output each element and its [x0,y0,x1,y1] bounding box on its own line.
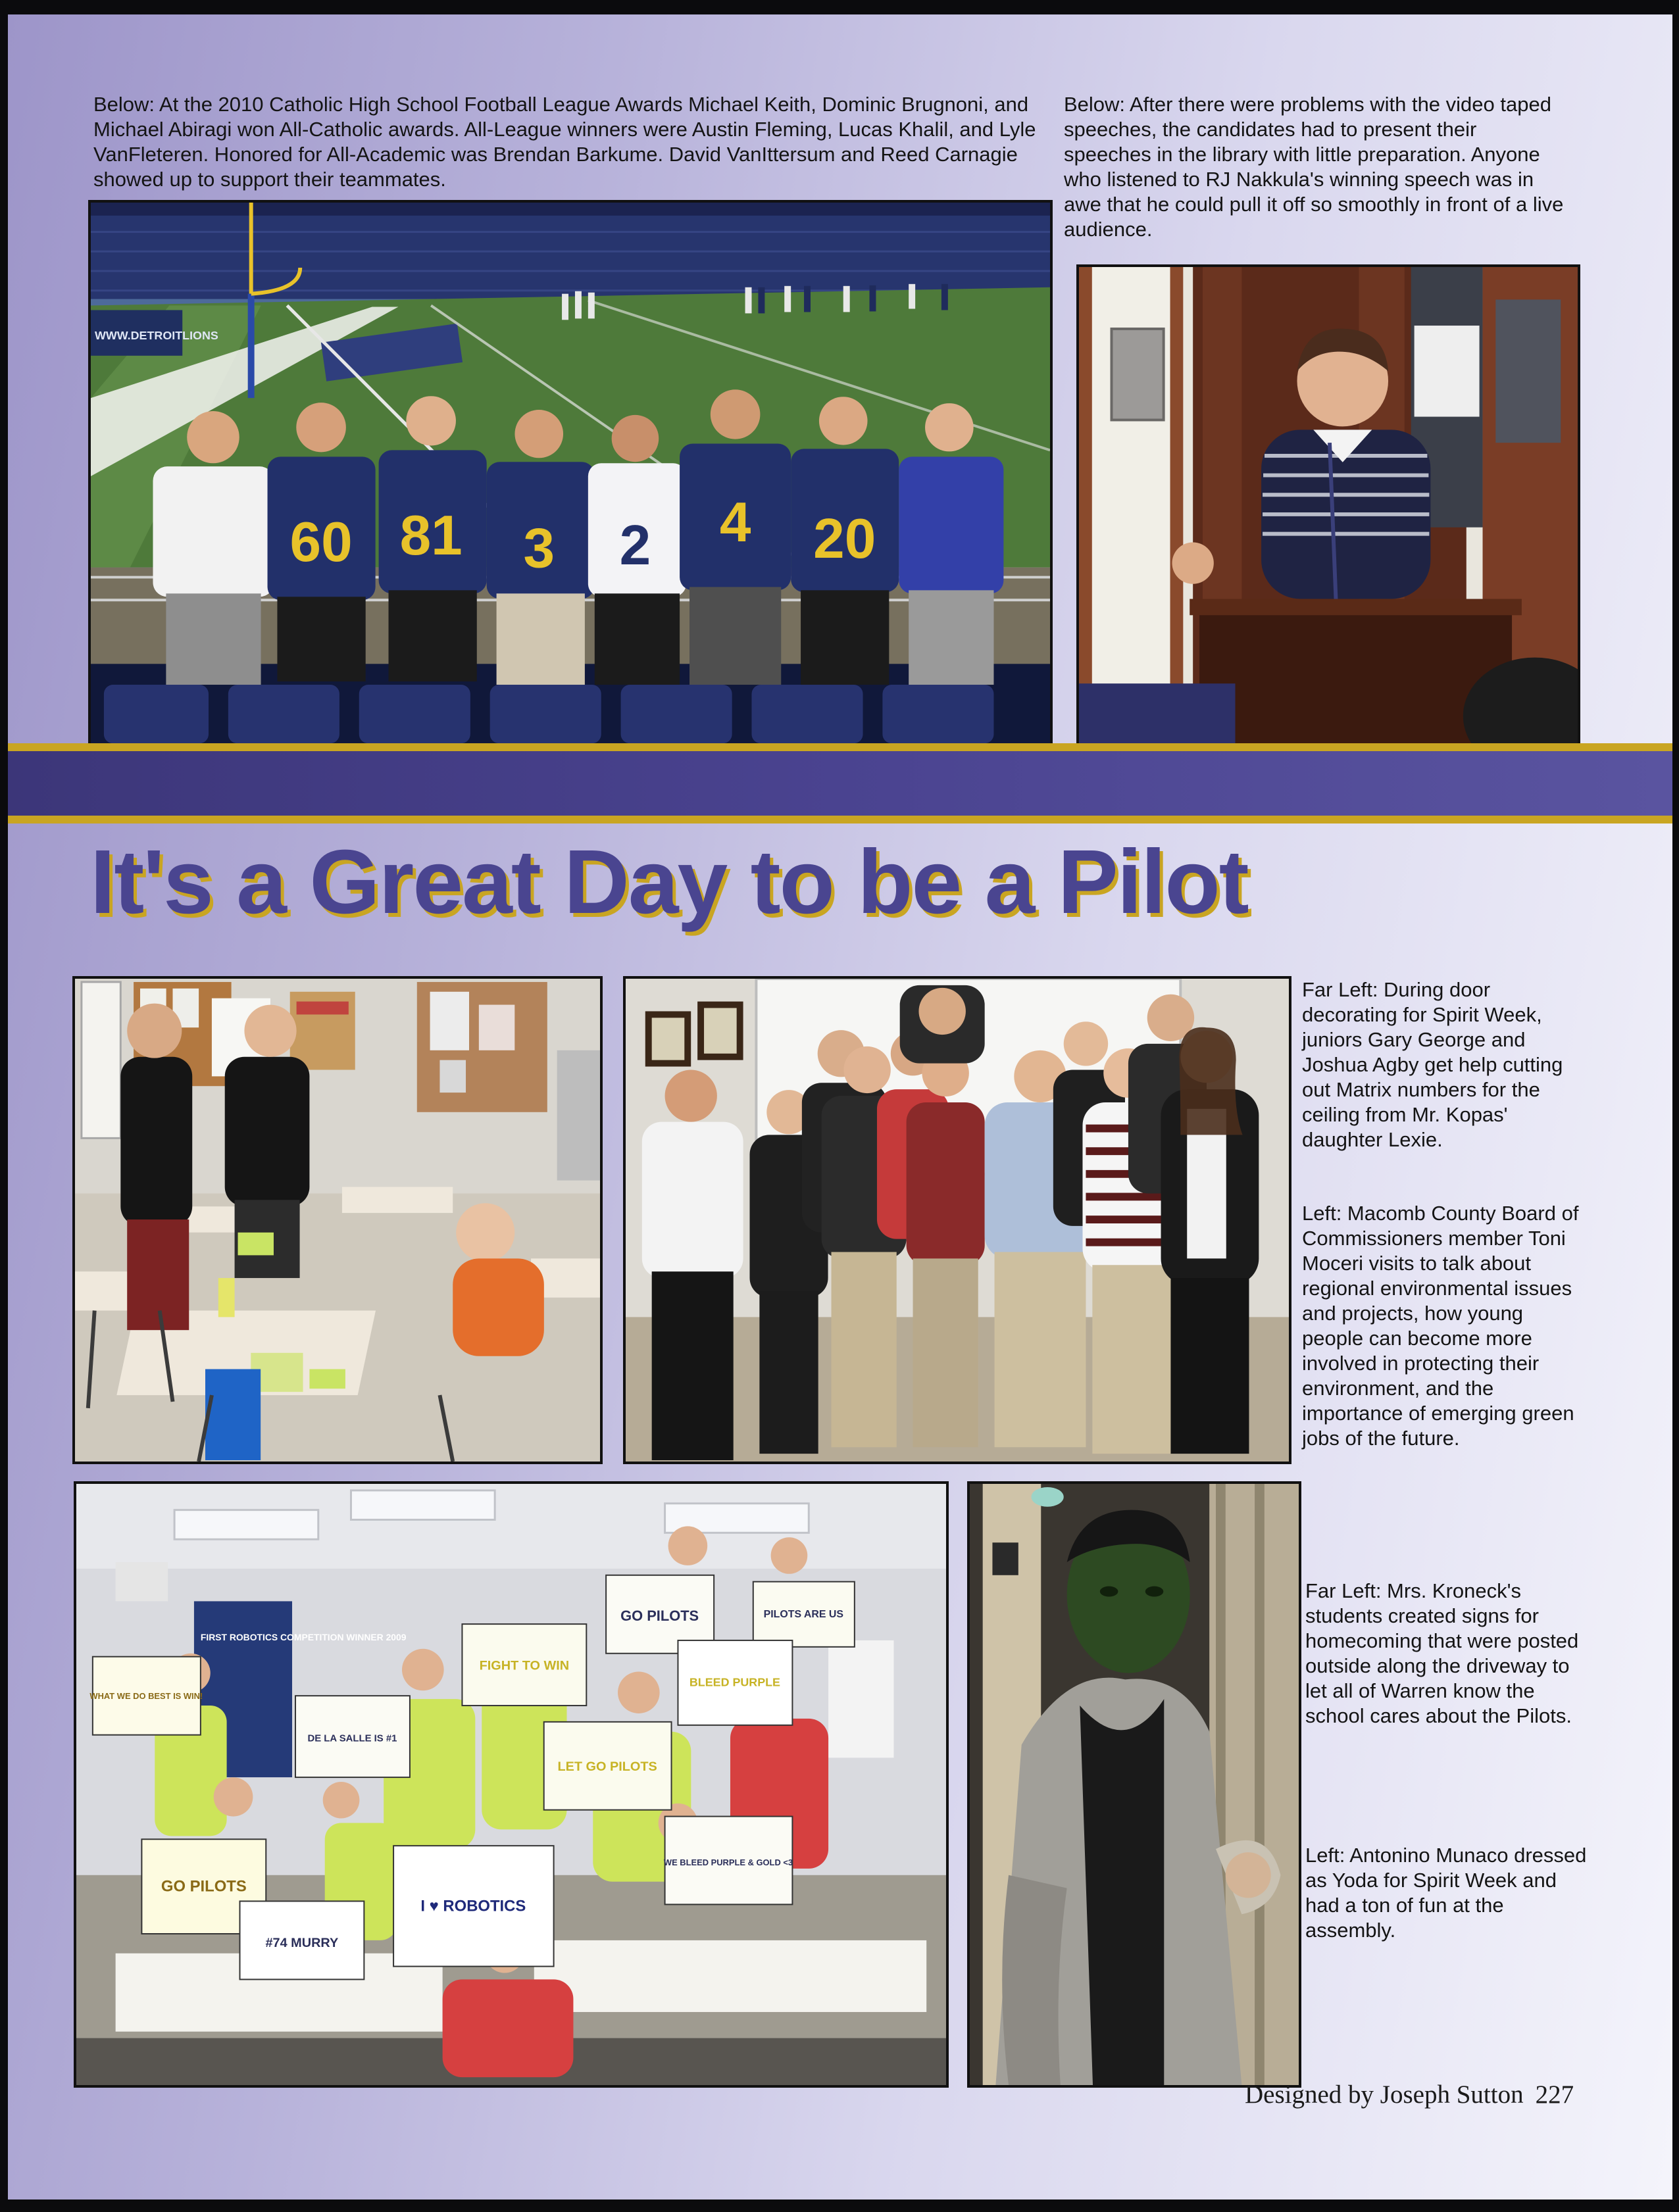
jersey-number-20: 20 [813,508,876,570]
jersey-number-2: 2 [619,514,651,577]
page-number: 227 [1535,2080,1574,2109]
page-headline: It's a Great Day to be a Pilot [90,831,1248,933]
designer-credit: Designed by Joseph Sutton [1245,2080,1524,2109]
football-scene [91,203,1050,755]
caption-yoda: Left: Antonino Munaco dressed as Yoda for Spirit Week and had a ton of fun at the assembly. [1305,1844,1587,1942]
jersey-number-81: 81 [399,504,463,567]
photo-speech [1076,264,1580,758]
sign-text-go-pilots: GO PILOTS [620,1608,699,1625]
jersey-number-4: 4 [719,491,751,554]
divider-gold-bottom [8,816,1672,823]
jersey-number-3: 3 [523,517,555,580]
divider-gold-top [8,743,1672,751]
speech-scene [1079,267,1578,755]
signs-scene [76,1484,946,2085]
photo-commissioner-visit [623,976,1291,1464]
photo-football-awards [88,200,1053,758]
yoda-scene [970,1484,1299,2085]
sign-text-bleed-purple: BLEED PURPLE [689,1675,781,1689]
sign-text-pilots-are-us: PILOTS ARE US [763,1609,843,1621]
caption-commissioner: Left: Macomb County Board of Commissioners member Toni Moceri visits to talk about regional environmental issues and projects, how young people can become more involved in protecting their environment, and the importance of emerging green jobs of the future. [1302,1202,1579,1450]
sign-text-de-la-salle: DE LA SALLE IS #1 [307,1733,397,1744]
stadium-banner-text: WWW.DETROITLIONS [94,329,218,343]
photo-homecoming-signs [74,1481,949,2088]
photo-yoda-costume [967,1481,1301,2088]
first-banner-text: FIRST ROBOTICS COMPETITION WINNER 2009 [200,1631,407,1642]
sign-text-fight-to-win: FIGHT TO WIN [479,1658,570,1673]
sign-text-go-pilots-2: GO PILOTS [161,1877,247,1896]
caption-door-decorating: Far Left: During door decorating for Spirit Week, juniors Gary George and Joshua Agby get help cutting out Matrix numbers for the ceiling from Mr. Kopas' daughter Lexie. [1302,978,1563,1151]
sign-text-let-go-pilots: LET GO PILOTS [557,1759,657,1775]
classroom-scene [75,979,600,1462]
group-scene [626,979,1289,1462]
yearbook-page [8,14,1672,2200]
divider-band [8,751,1672,816]
photo-door-decorating [72,976,603,1464]
page-footer [1245,2080,1574,2109]
sign-text-i-love-robotics: I ♥ ROBOTICS [420,1897,526,1915]
jersey-number-60: 60 [289,510,353,574]
sign-text-74-murry: #74 MURRY [265,1935,339,1950]
sign-text-what-we-do: WHAT WE DO BEST IS WIN! [89,1691,203,1702]
caption-speech: Below: After there were problems with the video taped speeches, the candidates had to present their speeches in the library with little preparation. Anyone who listened to RJ Nakkula's winning speech was in awe that he could pull it off so smoothly in front of a live audience. [1064,93,1564,241]
caption-football-awards: Below: At the 2010 Catholic High School Football League Awards Michael Keith, Dominic Brugnoni, and Michael Abiragi won All-Catholic awards. All-League winners were Austin Fleming, Lucas Khalil, and Lyle VanFleteren. Honored for All-Academic was Brendan Barkume. David VanIttersum and Reed Carnagie showed up to support their teammates. [93,93,1036,191]
sign-text-we-bleed-purple-gold: WE BLEED PURPLE & GOLD <3 [663,1857,793,1867]
caption-homecoming-signs: Far Left: Mrs. Kroneck's students created signs for homecoming that were posted outside along the driveway to let all of Warren know the school cares about the Pilots. [1305,1579,1579,1727]
